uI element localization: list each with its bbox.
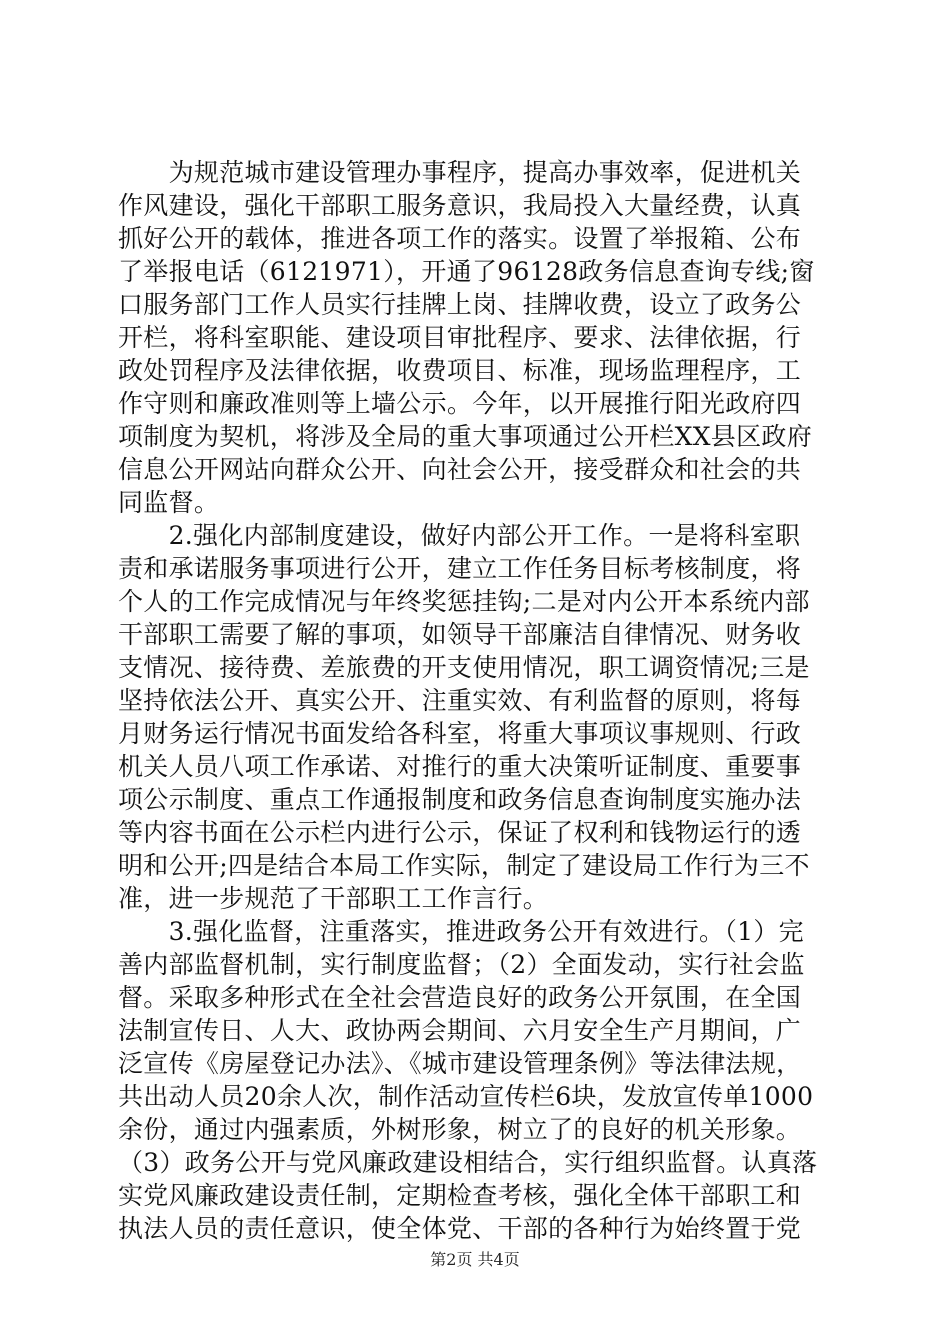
text-line: 余份，通过内强素质，外树形象，树立了的良好的机关形象。 <box>118 1115 802 1144</box>
text-line: 干部职工需要了解的事项，如领导干部廉洁自律情况、财务收 <box>118 620 802 649</box>
text-line: 责和承诺服务事项进行公开，建立工作任务目标考核制度，将 <box>118 554 802 583</box>
paragraph-2 <box>118 519 830 915</box>
document-body <box>118 156 830 1245</box>
paragraph-3 <box>118 915 830 1245</box>
text-line: （3）政务公开与党风廉政建设相结合，实行组织监督。认真落 <box>118 1148 818 1177</box>
text-line: 实党风廉政建设责任制，定期检查考核，强化全体干部职工和 <box>118 1181 802 1210</box>
text-line: 作守则和廉政准则等上墙公示。今年，以开展推行阳光政府四 <box>118 389 802 418</box>
text-line: 准，进一步规范了干部职工工作言行。 <box>118 884 549 913</box>
text-line: 明和公开;四是结合本局工作实际，制定了建设局工作行为三不 <box>118 851 810 880</box>
text-line: 口服务部门工作人员实行挂牌上岗、挂牌收费，设立了政务公 <box>118 290 802 319</box>
text-line: 法制宣传日、人大、政协两会期间、六月安全生产月期间，广 <box>118 1016 802 1045</box>
text-line: 同监督。 <box>118 488 220 517</box>
page-number-footer: 第2页 共4页 <box>430 1250 520 1269</box>
text-line: 机关人员八项工作承诺、对推行的重大决策听证制度、重要事 <box>118 752 802 781</box>
text-line: 坚持依法公开、真实公开、注重实效、有利监督的原则，将每 <box>118 686 802 715</box>
text-line: 开栏，将科室职能、建设项目审批程序、要求、法律依据，行 <box>118 323 802 352</box>
text-line: 信息公开网站向群众公开、向社会公开，接受群众和社会的共 <box>118 455 802 484</box>
text-line: 共出动人员20余人次，制作活动宣传栏6块，发放宣传单1000 <box>118 1082 814 1111</box>
text-line: 2.强化内部制度建设，做好内部公开工作。一是将科室职 <box>118 521 801 550</box>
text-line: 3.强化监督，注重落实，推进政务公开有效进行。（1）完 <box>118 917 804 946</box>
text-line: 支情况、接待费、差旅费的开支使用情况，职工调资情况;三是 <box>118 653 810 682</box>
text-line: 抓好公开的载体，推进各项工作的落实。设置了举报箱、公布 <box>118 224 802 253</box>
text-line: 了举报电话（6121971），开通了96128政务信息查询专线;窗 <box>118 257 815 286</box>
text-line: 项公示制度、重点工作通报制度和政务信息查询制度实施办法 <box>118 785 802 814</box>
text-line: 督。采取多种形式在全社会营造良好的政务公开氛围，在全国 <box>118 983 802 1012</box>
paragraph-1 <box>118 156 830 519</box>
text-line: 政处罚程序及法律依据，收费项目、标准，现场监理程序，工 <box>118 356 802 385</box>
text-line: 善内部监督机制，实行制度监督；（2）全面发动，实行社会监 <box>118 950 805 979</box>
text-line: 泛宣传《房屋登记办法》、《城市建设管理条例》等法律法规， <box>118 1049 802 1078</box>
text-line: 月财务运行情况书面发给各科室，将重大事项议事规则、行政 <box>118 719 802 748</box>
text-line: 个人的工作完成情况与年终奖惩挂钩;二是对内公开本系统内部 <box>118 587 810 616</box>
text-line: 执法人员的责任意识，使全体党、干部的各种行为始终置于党 <box>118 1214 802 1243</box>
text-line: 等内容书面在公示栏内进行公示，保证了权利和钱物运行的透 <box>118 818 802 847</box>
text-line: 项制度为契机，将涉及全局的重大事项通过公开栏XX县区政府 <box>118 422 812 451</box>
text-line: 为规范城市建设管理办事程序，提高办事效率，促进机关 <box>118 158 802 187</box>
text-line: 作风建设，强化干部职工服务意识，我局投入大量经费，认真 <box>118 191 802 220</box>
